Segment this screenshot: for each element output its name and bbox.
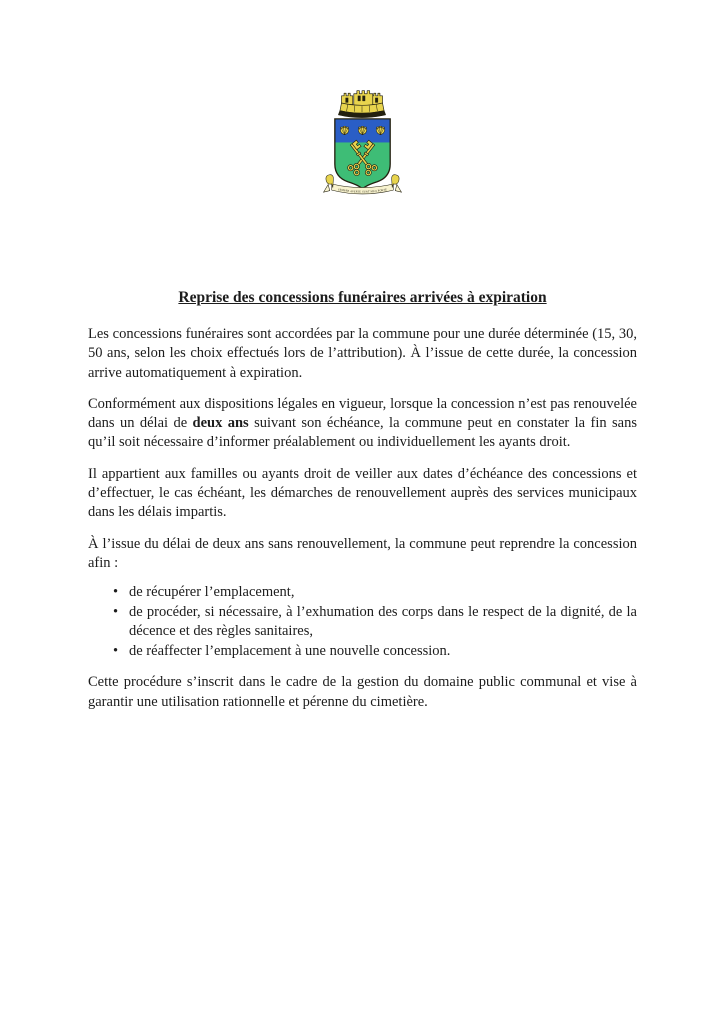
paragraph xyxy=(88,673,637,712)
motto-text: SEMPER APERTE SUNT MEA PORTE xyxy=(337,188,388,194)
text-run: À l’issue du délai de deux ans sans renouvellement, la commune peut reprendre la concession afin : xyxy=(88,535,637,571)
paragraph xyxy=(88,465,637,523)
document-content xyxy=(88,287,637,724)
page-title: Reprise des concessions funéraires arrivées à expiration xyxy=(178,289,547,306)
text-run: Les concessions funéraires sont accordées par la commune pour une durée déterminée (15, 30, 50 ans, selon les choix effectués lors de l’attribution). À l’issue de cette durée, la concession arrive automatiquement à expiration. xyxy=(88,326,637,381)
document-body xyxy=(88,325,637,712)
coat-of-arms xyxy=(321,87,403,202)
mural-crown-icon xyxy=(338,91,385,118)
paragraph xyxy=(88,535,637,574)
bullet-item: • de procéder, si nécessaire, à l’exhumation des corps dans le respect de la dignité, de la décence et des règles sanitaires, xyxy=(88,603,637,642)
chief-shells xyxy=(340,126,384,134)
text-run: Cette procédure s’inscrit dans le cadre de la gestion du domaine public communal et vise à garantir une utilisation rationnelle et pérenne du cimetière. xyxy=(88,674,637,710)
text-run: Il appartient aux familles ou ayants droit de veiller aux dates d’échéance des concessions et d’effectuer, le cas échéant, les démarches de renouvellement auprès des services municipaux dans les délais impartis. xyxy=(88,465,637,521)
paragraph xyxy=(88,395,637,453)
bullet-list xyxy=(88,583,637,661)
text-run: Conformément aux dispositions légales en vigueur, lorsque la concession n’est pas renouvelée dans un délai de xyxy=(88,395,637,432)
bold-text-run: deux ans xyxy=(192,415,249,432)
text-run: suivant son échéance, la commune peut en constater la fin sans qu’il soit nécessaire d’informer préalablement ou individuellement les ayants droit. xyxy=(88,415,637,451)
coat-of-arms-graphic xyxy=(321,87,403,202)
bullet-item: • de récupérer l’emplacement, xyxy=(88,583,637,603)
shield xyxy=(335,119,390,189)
paragraph xyxy=(88,325,637,383)
bullet-item: • de réaffecter l’emplacement à une nouvelle concession. xyxy=(88,642,637,662)
